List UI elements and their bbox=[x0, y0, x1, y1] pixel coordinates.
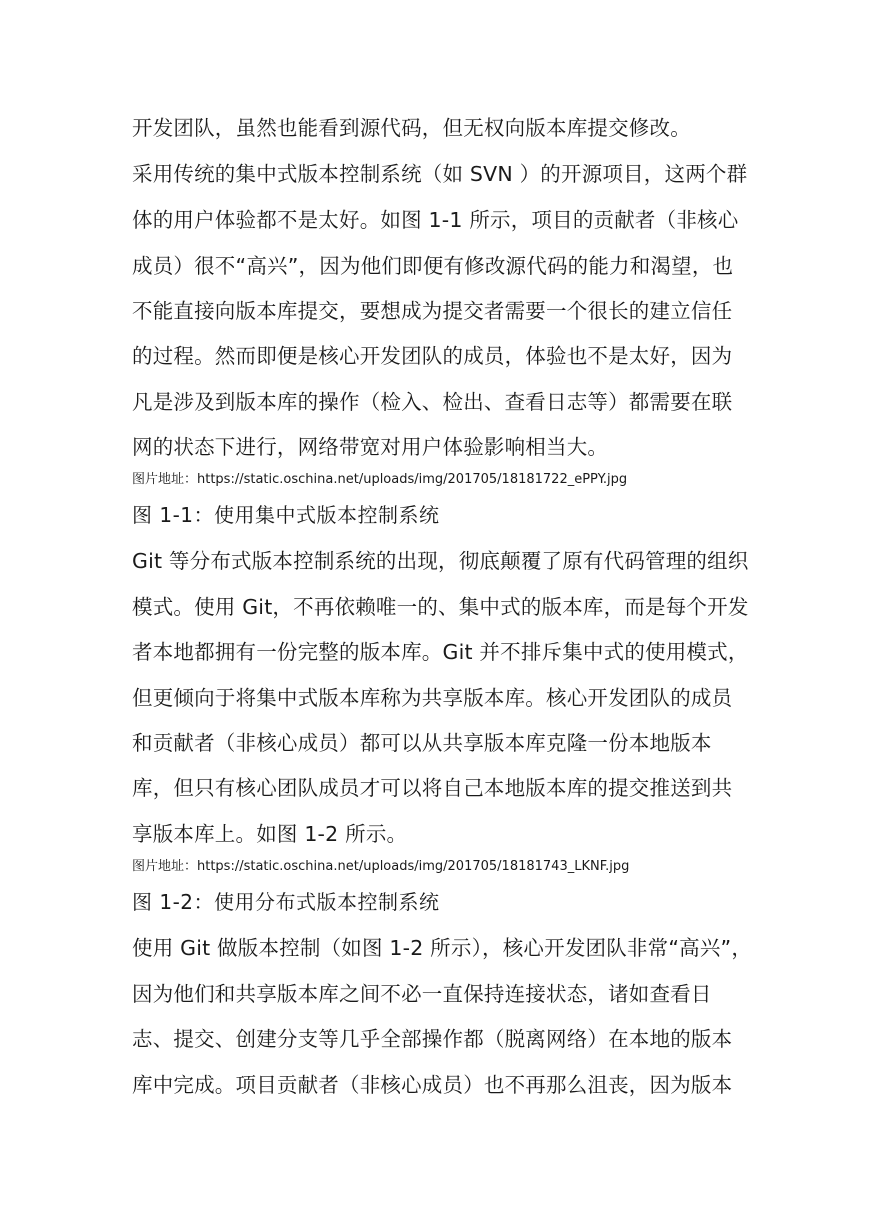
paragraph-line: 体的用户体验都不是太好。如图 1-1 所示，项目的贡献者（非核心 bbox=[132, 208, 739, 232]
paragraph-line: 的过程。然而即便是核心开发团队的成员，体验也不是太好，因为 bbox=[132, 344, 733, 368]
paragraph-line: 志、提交、创建分支等几乎全部操作都（脱离网络）在本地的版本 bbox=[132, 1027, 733, 1051]
paragraph-line: 享版本库上。如图 1-2 所示。 bbox=[132, 822, 408, 846]
paragraph-line: 者本地都拥有一份完整的版本库。Git 并不排斥集中式的使用模式， bbox=[132, 640, 749, 664]
paragraph-line: 模式。使用 Git，不再依赖唯一的、集中式的版本库，而是每个开发 bbox=[132, 595, 749, 619]
figure-source-link[interactable]: 图片地址：https://static.oschina.net/uploads/img/201705/18181722_ePPY.jpg bbox=[132, 472, 628, 487]
paragraph-line: 和贡献者（非核心成员）都可以从共享版本库克隆一份本地版本 bbox=[132, 731, 712, 755]
figure-caption: 图 1-2：使用分布式版本控制系统 bbox=[132, 890, 440, 914]
paragraph-line: 库中完成。项目贡献者（非核心成员）也不再那么沮丧，因为版本 bbox=[132, 1073, 733, 1097]
figure-caption: 图 1-1：使用集中式版本控制系统 bbox=[132, 503, 440, 527]
paragraph-line: 凡是涉及到版本库的操作（检入、检出、查看日志等）都需要在联 bbox=[132, 390, 733, 414]
paragraph-line: Git 等分布式版本控制系统的出现，彻底颠覆了原有代码管理的组织 bbox=[132, 549, 749, 573]
paragraph-line: 网的状态下进行，网络带宽对用户体验影响相当大。 bbox=[132, 435, 609, 459]
paragraph-line: 成员）很不“高兴”，因为他们即便有修改源代码的能力和渴望，也 bbox=[132, 254, 734, 278]
paragraph-line: 开发团队，虽然也能看到源代码，但无权向版本库提交修改。 bbox=[132, 116, 691, 140]
paragraph-line: 库，但只有核心团队成员才可以将自己本地版本库的提交推送到共 bbox=[132, 776, 733, 800]
figure-source-link[interactable]: 图片地址：https://static.oschina.net/uploads/img/201705/18181743_LKNF.jpg bbox=[132, 859, 630, 874]
paragraph-line: 因为他们和共享版本库之间不必一直保持连接状态，诸如查看日 bbox=[132, 982, 712, 1006]
paragraph-line: 采用传统的集中式版本控制系统（如 SVN ）的开源项目，这两个群 bbox=[132, 162, 748, 186]
paragraph-line: 不能直接向版本库提交，要想成为提交者需要一个很长的建立信任 bbox=[132, 299, 733, 323]
paragraph-line: 但更倾向于将集中式版本库称为共享版本库。核心开发团队的成员 bbox=[132, 686, 733, 710]
paragraph-line: 使用 Git 做版本控制（如图 1-2 所示），核心开发团队非常“高兴”， bbox=[132, 936, 753, 960]
